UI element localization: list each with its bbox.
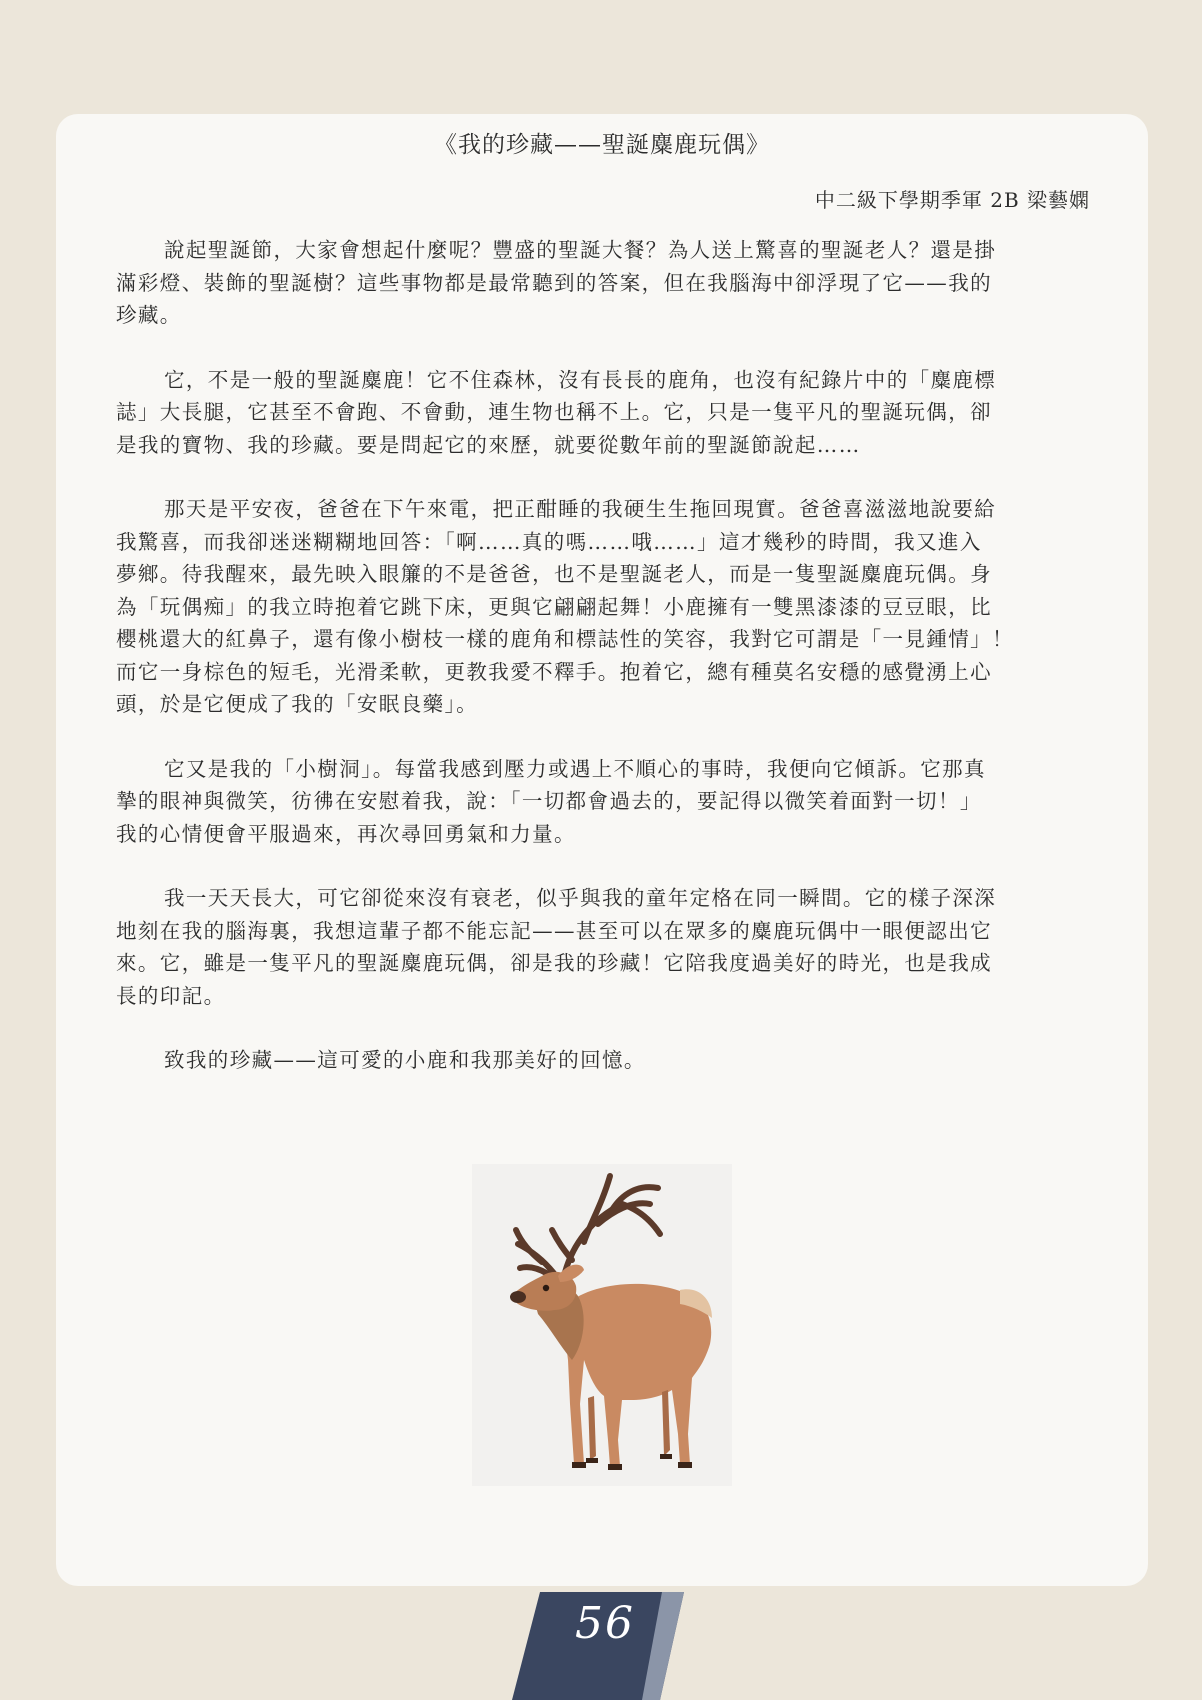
deer-illustration-icon	[472, 1164, 732, 1486]
paragraph-2	[116, 364, 1086, 462]
paragraph-line: 滿彩燈、裝飾的聖誕樹？這些事物都是最常聽到的答案，但在我腦海中卻浮現了它——我的	[116, 270, 992, 295]
paragraph-line: 致我的珍藏——這可愛的小鹿和我那美好的回憶。	[164, 1048, 646, 1072]
paragraph-line: 珍藏。	[116, 303, 182, 327]
paragraph-line: 來。它，雖是一隻平凡的聖誕麋鹿玩偶，卻是我的珍藏！它陪我度過美好的時光，也是我成	[116, 951, 992, 975]
deer-illustration	[472, 1164, 732, 1486]
paragraph-line: 為「玩偶痴」的我立時抱着它跳下床，更與它翩翩起舞！小鹿擁有一雙黑漆漆的豆豆眼，比	[116, 594, 992, 619]
article-title: 《我的珍藏——聖誕麋鹿玩偶》	[434, 132, 770, 158]
paragraph-line: 是我的寶物、我的珍藏。要是問起它的來歷，就要從數年前的聖誕節說起……	[116, 432, 861, 457]
paragraph-line: 它，不是一般的聖誕麋鹿！它不住森林，沒有長長的鹿角，也沒有紀錄片中的「麋鹿標	[164, 367, 997, 392]
paragraph-line: 頭，於是它便成了我的「安眠良藥」。	[116, 692, 479, 716]
paragraph-5	[116, 882, 1086, 1012]
author-byline: 中二級下學期季軍 2B 梁藝嫻	[814, 188, 1090, 212]
paragraph-line: 它又是我的「小樹洞」。每當我感到壓力或遇上不順心的事時，我便向它傾訴。它那真	[164, 756, 986, 781]
paragraph-line: 誌」大長腿，它甚至不會跑、不會動，連生物也稱不上。它，只是一隻平凡的聖誕玩偶，卻	[116, 400, 992, 424]
paragraph-line: 我一天天長大，可它卻從來沒有衰老，似乎與我的童年定格在同一瞬間。它的樣子深深	[164, 886, 997, 910]
page-card	[56, 114, 1148, 1586]
paragraph-line: 地刻在我的腦海裏，我想這輩子都不能忘記——甚至可以在眾多的麋鹿玩偶中一眼便認出它	[116, 918, 992, 943]
article-body	[116, 234, 1086, 1109]
paragraph-line: 說起聖誕節，大家會想起什麼呢？豐盛的聖誕大餐？為人送上驚喜的聖誕老人？還是掛	[164, 238, 997, 262]
paragraph-4	[116, 753, 1086, 851]
paragraph-line: 摯的眼神與微笑，彷彿在安慰着我，說：「一切都會過去的，要記得以微笑着面對一切！」	[116, 789, 982, 813]
paragraph-1	[116, 234, 1086, 332]
paragraph-3	[116, 493, 1086, 721]
paragraph-line: 那天是平安夜，爸爸在下午來電，把正酣睡的我硬生生拖回現實。爸爸喜滋滋地說要給	[164, 497, 997, 521]
paragraph-6	[116, 1044, 1086, 1077]
paragraph-line: 我驚喜，而我卻迷迷糊糊地回答：「啊……真的嗎……哦……」這才幾秒的時間，我又進入	[116, 529, 982, 554]
paragraph-line: 而它一身棕色的短毛，光滑柔軟，更教我愛不釋手。抱着它，總有種莫名安穩的感覺湧上心	[116, 659, 992, 684]
page-number: 56	[575, 1598, 635, 1649]
paragraph-line: 我的心情便會平服過來，再次尋回勇氣和力量。	[116, 821, 576, 846]
paragraph-line: 夢鄉。待我醒來，最先映入眼簾的不是爸爸，也不是聖誕老人，而是一隻聖誕麋鹿玩偶。身	[116, 562, 992, 586]
paragraph-line: 櫻桃還大的紅鼻子，還有像小樹枝一樣的鹿角和標誌性的笑容，我對它可謂是「一見鍾情」！	[116, 627, 1014, 651]
paragraph-line: 長的印記。	[116, 983, 226, 1008]
